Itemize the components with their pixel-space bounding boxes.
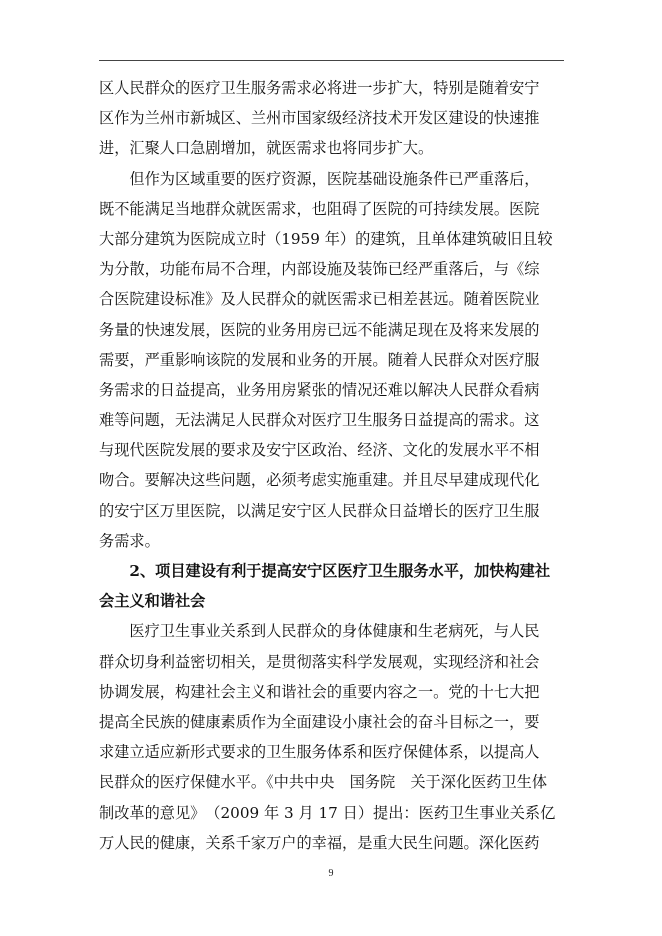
text-line: 万人民的健康，关系千家万户的幸福，是重大民生问题。深化医药 (99, 833, 540, 852)
text-line: 区作为兰州市新城区、兰州市国家级经济技术开发区建设的快速推 (99, 109, 540, 128)
header-rule (99, 60, 564, 61)
text-line: 求建立适应新形式要求的卫生服务体系和医疗保健体系，以提高人 (99, 743, 540, 762)
text-line: 务需求的日益提高，业务用房紧张的情况还难以解决人民群众看病 (99, 380, 540, 399)
page-number: 9 (328, 868, 334, 879)
text-line: 既不能满足当地群众就医需求，也阻碍了医院的可持续发展。医院 (99, 199, 540, 218)
text-line: 合医院建设标准》及人民群众的就医需求已相差甚远。随着医院业 (99, 290, 540, 309)
text-line: 与现代医院发展的要求及安宁区政治、经济、文化的发展水平不相 (99, 441, 540, 460)
document-body (99, 73, 564, 858)
text-line: 需要，严重影响该院的发展和业务的开展。随着人民群众对医疗服 (99, 350, 540, 369)
text-line: 民群众的医疗保健水平。《中共中央 国务院 关于深化医药卫生体 (99, 773, 548, 792)
text-line: 吻合。要解决这些问题，必须考虑实施重建。并且尽早建成现代化 (99, 471, 540, 490)
section-heading: 会主义和谐社会 (99, 592, 206, 611)
text-line: 务需求。 (99, 531, 160, 550)
text-line: 协调发展，构建社会主义和谐社会的重要内容之一。党的十七大把 (99, 682, 540, 701)
text-line: 医疗卫生事业关系到人民群众的身体健康和生老病死，与人民 (99, 622, 540, 641)
text-line: 难等问题，无法满足人民群众对医疗卫生服务日益提高的需求。这 (99, 411, 540, 430)
text-line: 为分散，功能布局不合理，内部设施及装饰已经严重落后，与《综 (99, 260, 540, 279)
text-line: 提高全民族的健康素质作为全面建设小康社会的奋斗目标之一，要 (99, 712, 540, 731)
text-line: 的安宁区万里医院，以满足安宁区人民群众日益增长的医疗卫生服 (99, 501, 540, 520)
text-line: 进，汇聚人口急剧增加，就医需求也将同步扩大。 (99, 139, 434, 158)
text-line: 大部分建筑为医院成立时（1959 年）的建筑，且单体建筑破旧且较 (99, 229, 553, 248)
section-heading: 2、项目建设有利于提高安宁区医疗卫生服务水平，加快构建社 (99, 562, 551, 580)
text-line: 务量的快速发展，医院的业务用房已远不能满足现在及将来发展的 (99, 320, 540, 339)
text-line: 群众切身利益密切相关，是贯彻落实科学发展观，实现经济和社会 (99, 652, 540, 671)
text-line: 但作为区域重要的医疗资源，医院基础设施条件已严重落后， (99, 169, 540, 188)
text-line: 区人民群众的医疗卫生服务需求必将进一步扩大，特别是随着安宁 (99, 79, 540, 97)
text-line: 制改革的意见》 （2009 年 3 月 17 日）提出：医药卫生事业关系亿 (99, 803, 556, 822)
